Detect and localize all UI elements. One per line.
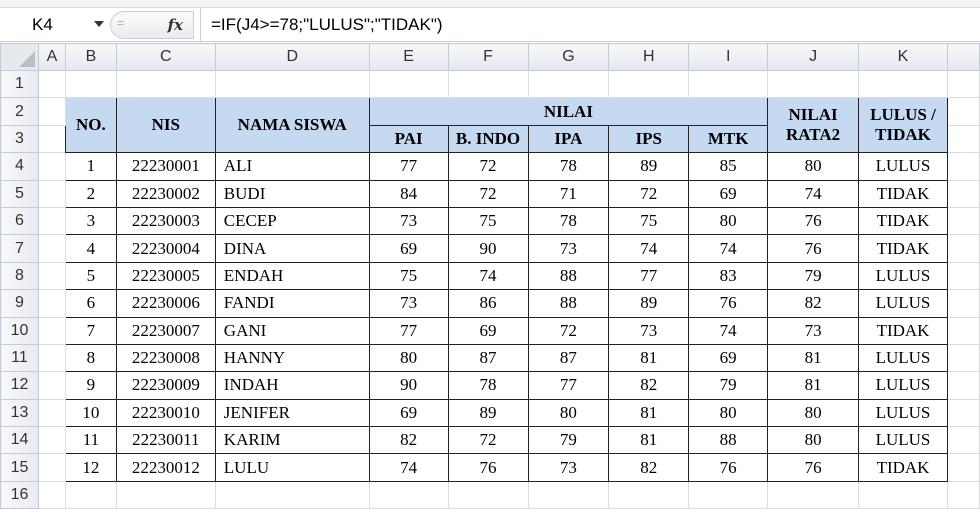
cell[interactable] — [215, 481, 369, 508]
cell[interactable] — [947, 317, 979, 344]
cell[interactable] — [448, 481, 528, 508]
cell-ips[interactable]: 72 — [609, 180, 689, 207]
table-row — [1, 98, 980, 125]
cell[interactable] — [38, 235, 65, 262]
cell[interactable] — [369, 481, 448, 508]
header-nilai-rata2 — [768, 98, 859, 153]
spreadsheet-grid — [0, 43, 980, 509]
row-header[interactable]: 8 — [1, 262, 39, 289]
row-header[interactable]: 6 — [1, 207, 39, 234]
cell-bindo[interactable]: 75 — [448, 207, 528, 234]
cell-rata2[interactable]: 76 — [768, 207, 859, 234]
formula-bar — [0, 8, 980, 42]
cell-ips[interactable]: 73 — [609, 317, 689, 344]
column-header[interactable]: F — [448, 44, 528, 71]
cell-bindo[interactable]: 87 — [448, 344, 528, 371]
header-bindo: B. INDO — [448, 125, 528, 152]
formula-controls — [110, 11, 194, 39]
table-row — [1, 427, 980, 454]
cell[interactable] — [38, 290, 65, 317]
table-row — [1, 262, 980, 289]
row-header[interactable]: 12 — [1, 372, 39, 399]
table-row — [1, 207, 980, 234]
column-header[interactable]: C — [116, 44, 215, 71]
table-row — [1, 290, 980, 317]
cell-ips[interactable]: 81 — [609, 427, 689, 454]
cell[interactable] — [947, 454, 979, 481]
cell-mtk[interactable]: 69 — [689, 344, 768, 371]
cell-bindo[interactable]: 89 — [448, 399, 528, 426]
cell-bindo[interactable]: 76 — [448, 454, 528, 481]
cell-status[interactable]: LULUS — [859, 153, 948, 180]
cell-ips[interactable]: 89 — [609, 290, 689, 317]
cell-mtk[interactable]: 85 — [689, 153, 768, 180]
cell-ips[interactable]: 82 — [609, 372, 689, 399]
cell-ips[interactable]: 82 — [609, 454, 689, 481]
cell-pai[interactable]: 77 — [369, 317, 448, 344]
row-header[interactable]: 5 — [1, 180, 39, 207]
cell[interactable] — [38, 344, 65, 371]
row-header[interactable]: 16 — [1, 481, 39, 508]
cell-nis[interactable]: 22230009 — [116, 372, 215, 399]
cell-ipa[interactable]: 72 — [528, 317, 609, 344]
cell-ipa[interactable]: 71 — [528, 180, 609, 207]
cell-no[interactable]: 3 — [65, 207, 116, 234]
header-nama-siswa: NAMA SISWA — [215, 98, 369, 153]
cell-pai[interactable]: 69 — [369, 235, 448, 262]
cell[interactable] — [38, 207, 65, 234]
cell-no[interactable]: 2 — [65, 180, 116, 207]
cell-rata2[interactable]: 76 — [768, 235, 859, 262]
insert-function-icon[interactable]: fx — [167, 15, 183, 34]
cell-nama[interactable]: FANDI — [215, 290, 369, 317]
cell[interactable] — [947, 344, 979, 371]
cell-status[interactable]: LULUS — [859, 344, 948, 371]
row-header[interactable]: 14 — [1, 427, 39, 454]
row-header[interactable]: 1 — [1, 71, 39, 98]
cell-mtk[interactable]: 80 — [689, 207, 768, 234]
cell-pai[interactable]: 75 — [369, 262, 448, 289]
cell-pai[interactable]: 74 — [369, 454, 448, 481]
column-header[interactable]: J — [768, 44, 859, 71]
table-row — [1, 372, 980, 399]
cell-rata2[interactable]: 80 — [768, 427, 859, 454]
cell[interactable] — [38, 317, 65, 344]
cell-ips[interactable]: 81 — [609, 399, 689, 426]
cell[interactable] — [38, 454, 65, 481]
cell-nis[interactable]: 22230011 — [116, 427, 215, 454]
cell-mtk[interactable]: 69 — [689, 180, 768, 207]
cell[interactable] — [947, 71, 979, 98]
cell[interactable] — [116, 481, 215, 508]
header-lulus-line2: TIDAK — [875, 125, 931, 145]
column-header[interactable]: E — [369, 44, 448, 71]
chevron-down-icon[interactable] — [94, 21, 104, 27]
cell-no[interactable]: 1 — [65, 153, 116, 180]
cell-rata2[interactable]: 81 — [768, 344, 859, 371]
column-header[interactable]: B — [65, 44, 116, 71]
cell-ipa[interactable]: 73 — [528, 454, 609, 481]
header-mtk: MTK — [689, 125, 768, 152]
cell-nis[interactable]: 22230012 — [116, 454, 215, 481]
cell-ipa[interactable]: 80 — [528, 399, 609, 426]
cell-nis[interactable]: 22230001 — [116, 153, 215, 180]
cell-ipa[interactable]: 79 — [528, 427, 609, 454]
cell-mtk[interactable]: 74 — [689, 317, 768, 344]
cell[interactable] — [947, 153, 979, 180]
row-header[interactable]: 10 — [1, 317, 39, 344]
header-no: NO. — [65, 98, 116, 153]
cell-status[interactable]: LULUS — [859, 262, 948, 289]
cell-mtk[interactable]: 80 — [689, 399, 768, 426]
cell-rata2[interactable]: 76 — [768, 454, 859, 481]
cell-bindo[interactable]: 86 — [448, 290, 528, 317]
column-header[interactable] — [947, 44, 979, 71]
row-header[interactable]: 3 — [1, 125, 39, 152]
cell-nis[interactable]: 22230010 — [116, 399, 215, 426]
cell[interactable] — [947, 427, 979, 454]
cell[interactable] — [768, 481, 859, 508]
cell-pai[interactable]: 69 — [369, 399, 448, 426]
cell-mtk[interactable]: 88 — [689, 427, 768, 454]
cell-pai[interactable]: 80 — [369, 344, 448, 371]
cell-no[interactable]: 10 — [65, 399, 116, 426]
cell-rata2[interactable]: 82 — [768, 290, 859, 317]
header-ipa: IPA — [528, 125, 609, 152]
cell[interactable] — [947, 262, 979, 289]
cell-pai[interactable]: 73 — [369, 290, 448, 317]
cell-no[interactable]: 5 — [65, 262, 116, 289]
cell-nama[interactable]: LULU — [215, 454, 369, 481]
cell-mtk[interactable]: 74 — [689, 235, 768, 262]
cell-mtk[interactable]: 83 — [689, 262, 768, 289]
cell[interactable] — [947, 372, 979, 399]
cell-bindo[interactable]: 90 — [448, 235, 528, 262]
cell[interactable] — [116, 71, 215, 98]
table-row — [1, 481, 980, 508]
cell[interactable] — [38, 372, 65, 399]
cell-nis[interactable]: 22230004 — [116, 235, 215, 262]
cell-status[interactable]: TIDAK — [859, 235, 948, 262]
column-header[interactable]: K — [859, 44, 948, 71]
cell[interactable] — [947, 399, 979, 426]
row-header[interactable]: 15 — [1, 454, 39, 481]
cell-pai[interactable]: 73 — [369, 207, 448, 234]
header-ips: IPS — [609, 125, 689, 152]
cell-pai[interactable]: 77 — [369, 153, 448, 180]
cell-pai[interactable]: 90 — [369, 372, 448, 399]
cell-ipa[interactable]: 77 — [528, 372, 609, 399]
cell[interactable] — [947, 125, 979, 152]
name-box[interactable] — [0, 12, 110, 38]
cell-ips[interactable]: 81 — [609, 344, 689, 371]
table-row — [1, 454, 980, 481]
cell-nis[interactable]: 22230002 — [116, 180, 215, 207]
cell-rata2[interactable]: 74 — [768, 180, 859, 207]
cell[interactable] — [65, 481, 116, 508]
cell-mtk[interactable]: 76 — [689, 454, 768, 481]
table-row — [1, 399, 980, 426]
cell-rata2[interactable]: 79 — [768, 262, 859, 289]
cell[interactable] — [448, 71, 528, 98]
cell[interactable] — [947, 180, 979, 207]
cell-no[interactable]: 4 — [65, 235, 116, 262]
header-lulus-line1: LULUS / — [870, 105, 936, 125]
cell-nis[interactable]: 22230005 — [116, 262, 215, 289]
cell-nama[interactable]: BUDI — [215, 180, 369, 207]
cell[interactable] — [369, 71, 448, 98]
cell-no[interactable]: 9 — [65, 372, 116, 399]
cell-ips[interactable]: 89 — [609, 153, 689, 180]
cell[interactable] — [38, 180, 65, 207]
header-nis: NIS — [116, 98, 215, 153]
table-row — [1, 317, 980, 344]
header-nilai: NILAI — [369, 98, 767, 125]
cell-bindo[interactable]: 72 — [448, 153, 528, 180]
column-header[interactable]: I — [689, 44, 768, 71]
cell-nama[interactable]: INDAH — [215, 372, 369, 399]
cell[interactable] — [859, 481, 948, 508]
cell[interactable] — [215, 71, 369, 98]
cell[interactable] — [38, 125, 65, 152]
row-header[interactable]: 9 — [1, 290, 39, 317]
cell-status[interactable]: TIDAK — [859, 180, 948, 207]
cell-ipa[interactable]: 87 — [528, 344, 609, 371]
name-box-value: K4 — [32, 14, 53, 34]
cell[interactable] — [947, 235, 979, 262]
row-header[interactable]: 4 — [1, 153, 39, 180]
table-row — [1, 71, 980, 98]
cell-nis[interactable]: 22230003 — [116, 207, 215, 234]
cell[interactable] — [38, 427, 65, 454]
cell-ips[interactable]: 74 — [609, 235, 689, 262]
cell-no[interactable]: 8 — [65, 344, 116, 371]
cell[interactable] — [38, 98, 65, 125]
cell[interactable] — [768, 71, 859, 98]
header-rata-line2: RATA2 — [786, 125, 841, 145]
cell[interactable] — [947, 98, 979, 125]
cell-ipa[interactable]: 88 — [528, 290, 609, 317]
column-header[interactable]: A — [38, 44, 65, 71]
cell-nama[interactable]: HANNY — [215, 344, 369, 371]
cell-rata2[interactable]: 73 — [768, 317, 859, 344]
cell-bindo[interactable]: 72 — [448, 180, 528, 207]
formula-input[interactable]: =IF(J4>=78;"LULUS";"TIDAK") — [200, 8, 980, 42]
cell[interactable] — [609, 71, 689, 98]
cell-ips[interactable]: 75 — [609, 207, 689, 234]
equals-icon: = — [117, 15, 125, 30]
cell-no[interactable]: 7 — [65, 317, 116, 344]
cell-nama[interactable]: KARIM — [215, 427, 369, 454]
cell-status[interactable]: LULUS — [859, 290, 948, 317]
cell-ipa[interactable]: 78 — [528, 207, 609, 234]
cell-nama[interactable]: ALI — [215, 153, 369, 180]
cell-nama[interactable]: CECEP — [215, 207, 369, 234]
table-row — [1, 180, 980, 207]
cell-ipa[interactable]: 78 — [528, 153, 609, 180]
cell-status[interactable]: LULUS — [859, 427, 948, 454]
row-header[interactable]: 11 — [1, 344, 39, 371]
column-header[interactable]: G — [528, 44, 609, 71]
cell-nis[interactable]: 22230006 — [116, 290, 215, 317]
column-header[interactable]: D — [215, 44, 369, 71]
cell-bindo[interactable]: 78 — [448, 372, 528, 399]
cell-nis[interactable]: 22230008 — [116, 344, 215, 371]
cell[interactable] — [859, 71, 948, 98]
cell[interactable] — [528, 481, 609, 508]
row-header[interactable]: 13 — [1, 399, 39, 426]
table-row — [1, 344, 980, 371]
cell-status[interactable]: TIDAK — [859, 317, 948, 344]
cell[interactable] — [947, 290, 979, 317]
header-rata-line1: NILAI — [788, 105, 838, 125]
cell-nama[interactable]: ENDAH — [215, 262, 369, 289]
cell-rata2[interactable]: 80 — [768, 399, 859, 426]
cell-pai[interactable]: 84 — [369, 180, 448, 207]
cell-no[interactable]: 12 — [65, 454, 116, 481]
header-pai: PAI — [369, 125, 448, 152]
table-row — [1, 235, 980, 262]
cell-status[interactable]: TIDAK — [859, 454, 948, 481]
cell[interactable] — [947, 207, 979, 234]
cell-pai[interactable]: 82 — [369, 427, 448, 454]
cell[interactable] — [609, 481, 689, 508]
cell[interactable] — [65, 71, 116, 98]
cell-ipa[interactable]: 88 — [528, 262, 609, 289]
row-header[interactable]: 7 — [1, 235, 39, 262]
column-header[interactable]: H — [609, 44, 689, 71]
cell-no[interactable]: 11 — [65, 427, 116, 454]
cell-nama[interactable]: JENIFER — [215, 399, 369, 426]
cell[interactable] — [38, 71, 65, 98]
cell[interactable] — [689, 481, 768, 508]
cell[interactable] — [528, 71, 609, 98]
cell-nama[interactable]: GANI — [215, 317, 369, 344]
cell-status[interactable]: LULUS — [859, 372, 948, 399]
cell-rata2[interactable]: 81 — [768, 372, 859, 399]
cell-ips[interactable]: 77 — [609, 262, 689, 289]
row-header[interactable]: 2 — [1, 98, 39, 125]
cell-bindo[interactable]: 74 — [448, 262, 528, 289]
cell-rata2[interactable]: 80 — [768, 153, 859, 180]
cell-bindo[interactable]: 69 — [448, 317, 528, 344]
cell-bindo[interactable]: 72 — [448, 427, 528, 454]
cell[interactable] — [38, 481, 65, 508]
cell-status[interactable]: TIDAK — [859, 207, 948, 234]
cell[interactable] — [689, 71, 768, 98]
cell[interactable] — [947, 481, 979, 508]
cell-ipa[interactable]: 73 — [528, 235, 609, 262]
cell[interactable] — [38, 153, 65, 180]
cell-mtk[interactable]: 76 — [689, 290, 768, 317]
cell[interactable] — [38, 262, 65, 289]
cell[interactable] — [38, 399, 65, 426]
select-all-button[interactable] — [1, 44, 39, 71]
cell-status[interactable]: LULUS — [859, 399, 948, 426]
header-lulus-tidak — [859, 98, 948, 153]
table-row — [1, 153, 980, 180]
cell-mtk[interactable]: 79 — [689, 372, 768, 399]
cell-nama[interactable]: DINA — [215, 235, 369, 262]
cell-no[interactable]: 6 — [65, 290, 116, 317]
cell-nis[interactable]: 22230007 — [116, 317, 215, 344]
